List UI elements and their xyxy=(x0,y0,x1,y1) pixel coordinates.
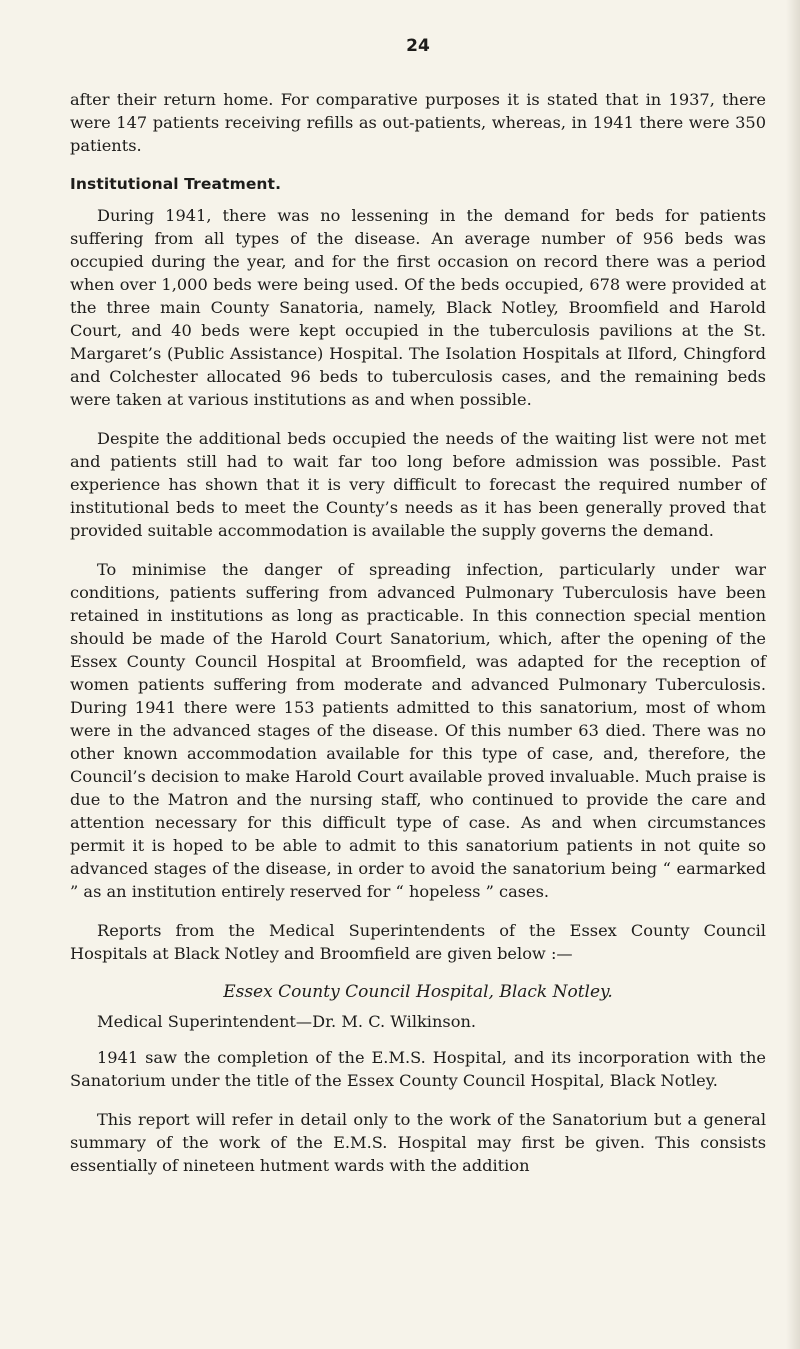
page-edge-shadow xyxy=(786,0,800,1349)
paragraph-waiting-list: Despite the additional beds occupied the needs of the waiting list were not met and patients still had to wait far too long before admission was possible. Past experience has shown that it is very difficult to forecast the required number of institutional beds to meet the County’s needs as it has been generally proved that provided suitable accommodation is available the supply governs the demand. xyxy=(70,429,766,540)
intro-paragraph: after their return home. For comparative purposes it is stated that in 1937, there were 147 patients receiving refills as out-patients, whereas, in 1941 there were 350 patients. xyxy=(70,90,766,155)
paragraph-report-scope: This report will refer in detail only to the work of the Sanatorium but a general summary of the work of the E.M.S. Hospital may first be given. This consists essentially of nineteen hutment wards with the addition xyxy=(70,1110,766,1175)
paragraph-beds-demand: During 1941, there was no lessening in the demand for beds for patients suffering from all types of the disease. An average number of 956 beds was occupied during the year, and for the first occasion on record there was a period when over 1,000 beds were being used. Of the beds occupied, 678 were provided at the three main County Sanatoria, namely, Black Notley, Broomfield and Harold Court, and 40 beds were kept occupied in the tuberculosis pavilions at the St. Margaret’s (Public Assistance) Hospital. The Isolation Hospitals at Ilford, Chingford and Colchester allocated 96 beds to tuberculosis cases, and the remaining beds were taken at various institutions as and when possible. xyxy=(70,206,766,409)
superintendent-line: Medical Superintendent—Dr. M. C. Wilkinson. xyxy=(97,1012,477,1031)
hospital-title: Essex County Council Hospital, Black Notley. xyxy=(223,982,613,1002)
paragraph-ems-completion: 1941 saw the completion of the E.M.S. Hospital, and its incorporation with the Sanatorium under the title of the Essex County Council Hospital, Black Notley. xyxy=(70,1048,766,1090)
body-text xyxy=(70,88,766,1177)
paragraph-reports-intro: Reports from the Medical Superintendents of the Essex County Council Hospitals at Black Notley and Broomfield are given below :— xyxy=(70,921,766,963)
section-heading: Institutional Treatment. xyxy=(70,175,282,193)
page-number: 24 xyxy=(406,36,430,56)
paragraph-harold-court: To minimise the danger of spreading infection, particularly under war conditions, patients suffering from advanced Pulmonary Tuberculosis have been retained in institutions as long as practicable. In this connection special mention should be made of the Harold Court Sanatorium, which, after the opening of the Essex County Council Hospital at Broomfield, was adapted for the reception of women patients suffering from moderate and advanced Pulmonary Tuberculosis. During 1941 there were 153 patients admitted to this sanatorium, most of whom were in the advanced stages of the disease. Of this number 63 died. There was no other known accommodation available for this type of case, and, therefore, the Council’s decision to make Harold Court available proved invaluable. Much praise is due to the Matron and the nursing staff, who continued to provide the care and attention necessary for this difficult type of case. As and when circumstances permit it is hoped to be able to admit to this sanatorium patients in not quite so advanced stages of the disease, in order to avoid the sanatorium being “ earmarked ” as an institution entirely reserved for “ hopeless ” cases. xyxy=(70,560,766,901)
